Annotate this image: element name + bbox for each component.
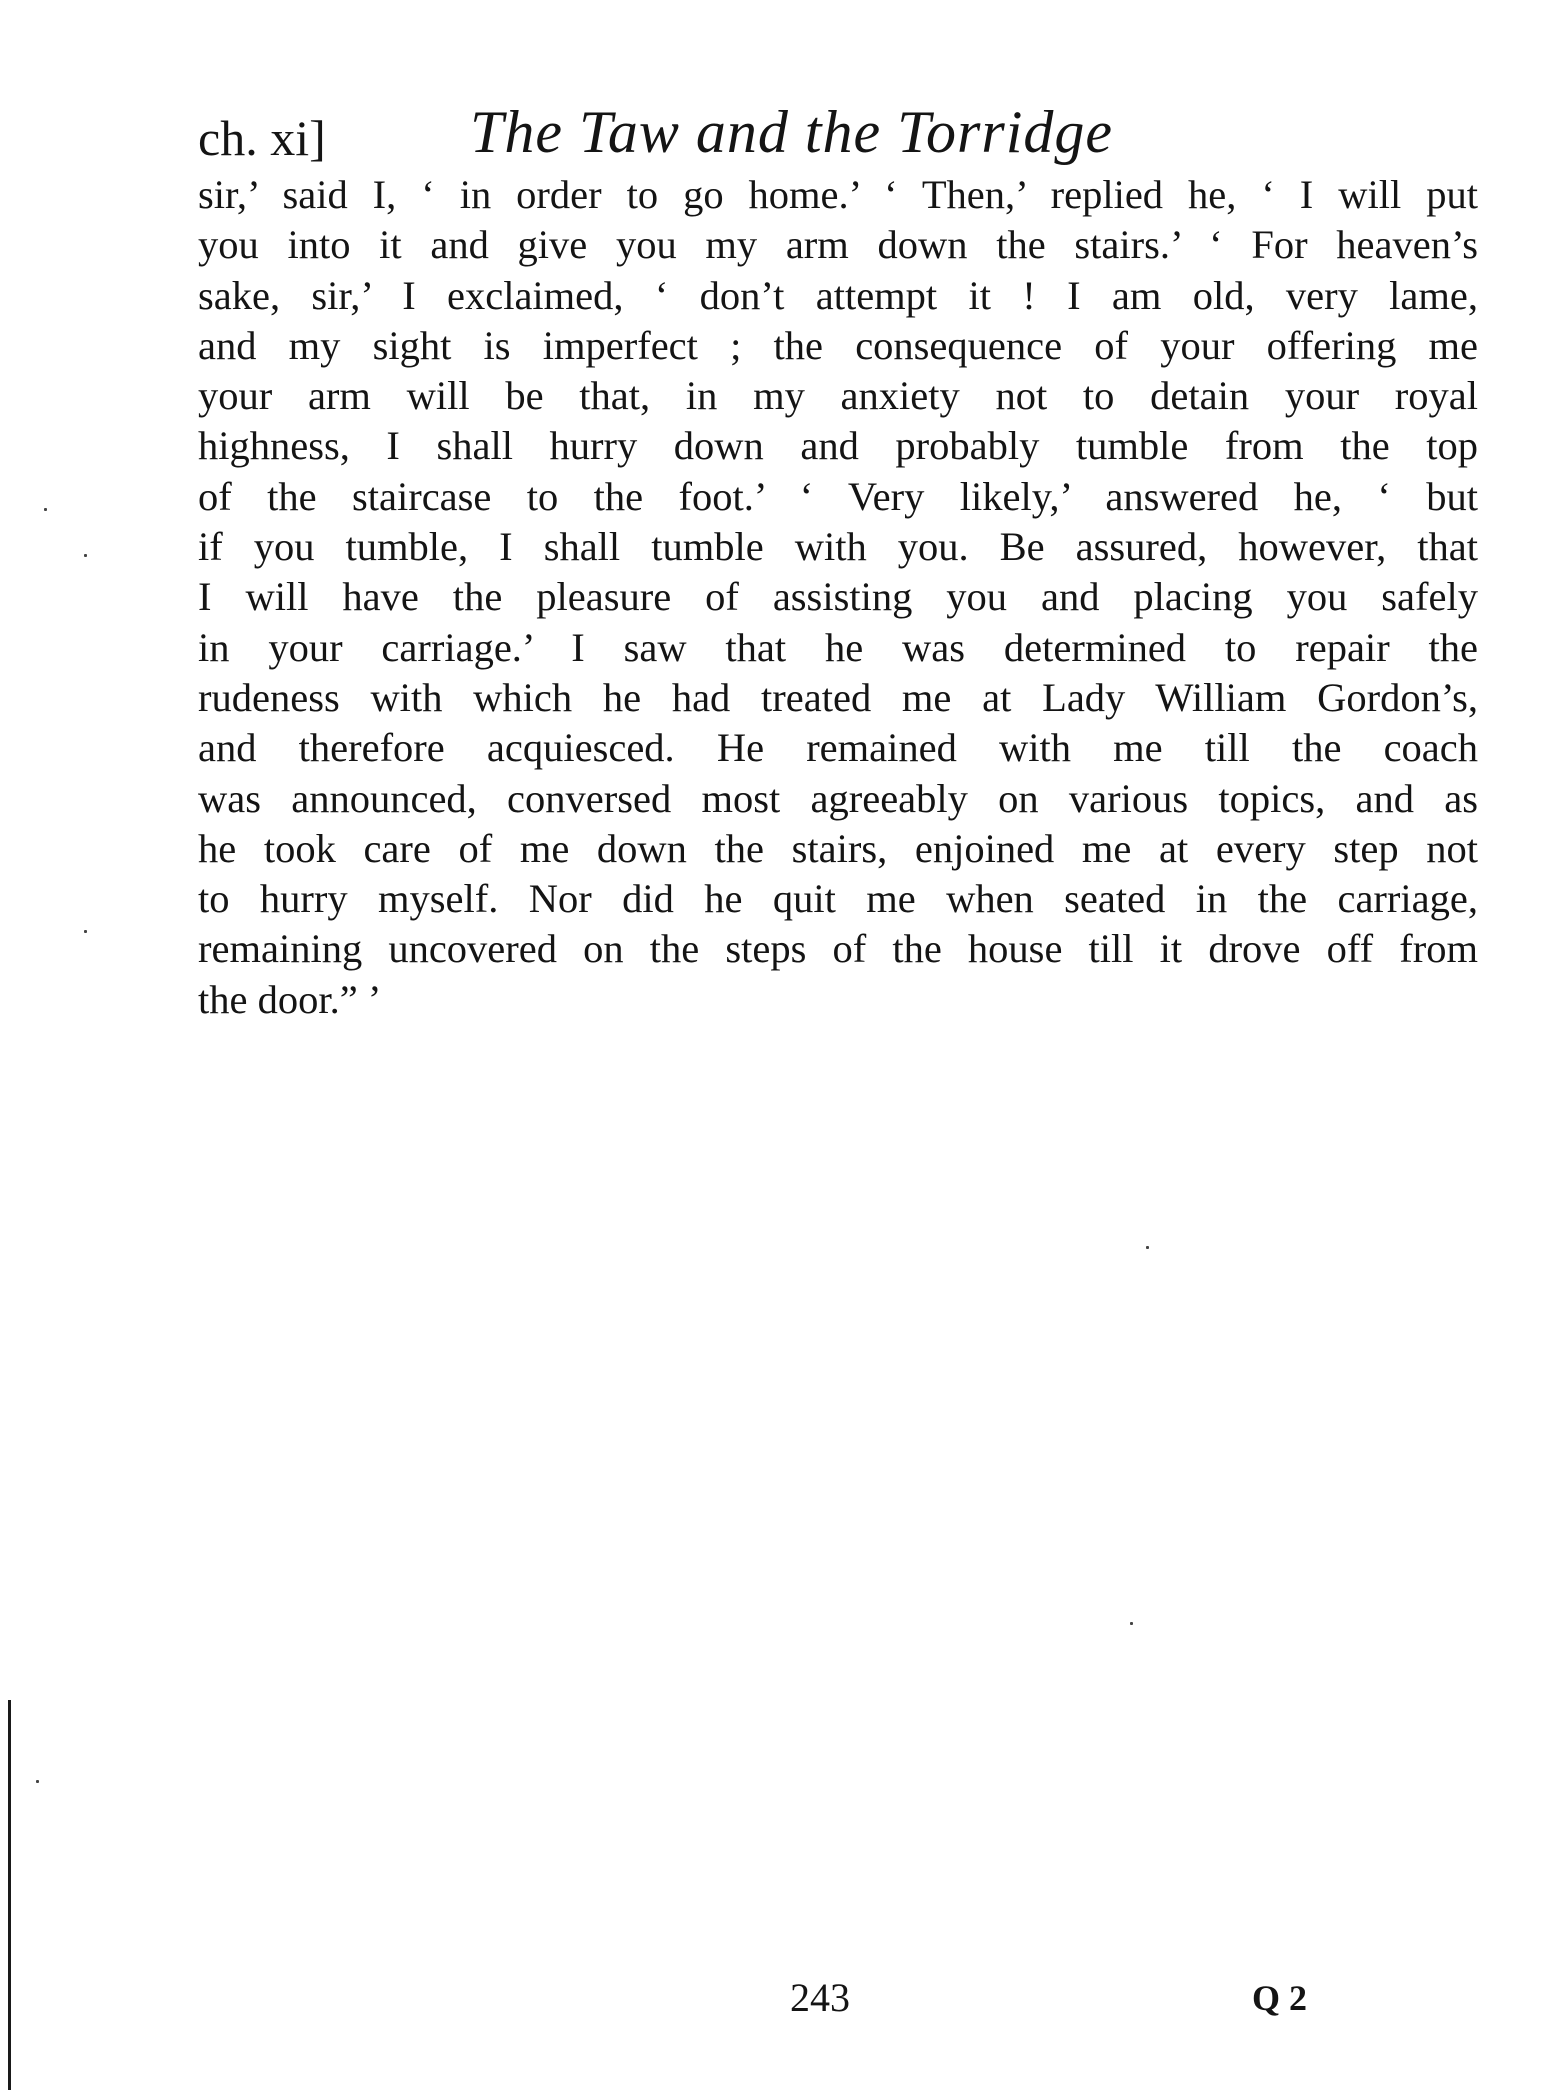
text-line: your arm will be that, in my anxiety not to detain your royal [198, 373, 1478, 419]
text-line: you into it and give you my arm down the stairs.’ ‘ For heaven’s [198, 222, 1478, 268]
chapter-reference: ch. xi] [198, 110, 326, 166]
text-line: I will have the pleasure of assisting you and placing you safely [198, 574, 1478, 620]
text-line: sir,’ said I, ‘ in order to go home.’ ‘ Then,’ replied he, ‘ I will put [198, 172, 1478, 217]
running-title: The Taw and the Torridge [470, 99, 1114, 165]
text-line: was announced, conversed most agreeably on various topics, and as [198, 775, 1478, 821]
body-text [198, 170, 1478, 1025]
text-line-last: the door.” ’ [198, 976, 382, 1022]
scan-speck [84, 554, 87, 557]
binding-edge-line [8, 1700, 11, 2090]
text-line: rudeness with which he had treated me at Lady William Gordon’s, [198, 674, 1478, 720]
page-number: 243 [790, 1975, 850, 2020]
text-line: remaining uncovered on the steps of the house till it drove off from [198, 926, 1478, 972]
text-line: if you tumble, I shall tumble with you. Be assured, however, that [198, 524, 1478, 570]
text-line: and therefore acquiesced. He remained with me till the coach [198, 725, 1478, 771]
scan-speck [1146, 1246, 1149, 1249]
scan-speck [44, 508, 47, 511]
text-line: highness, I shall hurry down and probably tumble from the top [198, 423, 1478, 469]
text-line: to hurry myself. Nor did he quit me when seated in the carriage, [198, 876, 1478, 922]
text-line: in your carriage.’ I saw that he was determined to repair the [198, 624, 1478, 670]
text-line: he took care of me down the stairs, enjoined me at every step not [198, 825, 1478, 871]
signature-mark: Q 2 [1252, 1978, 1308, 2018]
text-line: and my sight is imperfect ; the consequence of your offering me [198, 322, 1478, 368]
text-line: of the staircase to the foot.’ ‘ Very likely,’ answered he, ‘ but [198, 473, 1478, 519]
text-line: sake, sir,’ I exclaimed, ‘ don’t attempt it ! I am old, very lame, [198, 272, 1478, 318]
scan-speck [1130, 1622, 1133, 1625]
scan-speck [84, 930, 87, 933]
scan-speck [36, 1780, 39, 1783]
